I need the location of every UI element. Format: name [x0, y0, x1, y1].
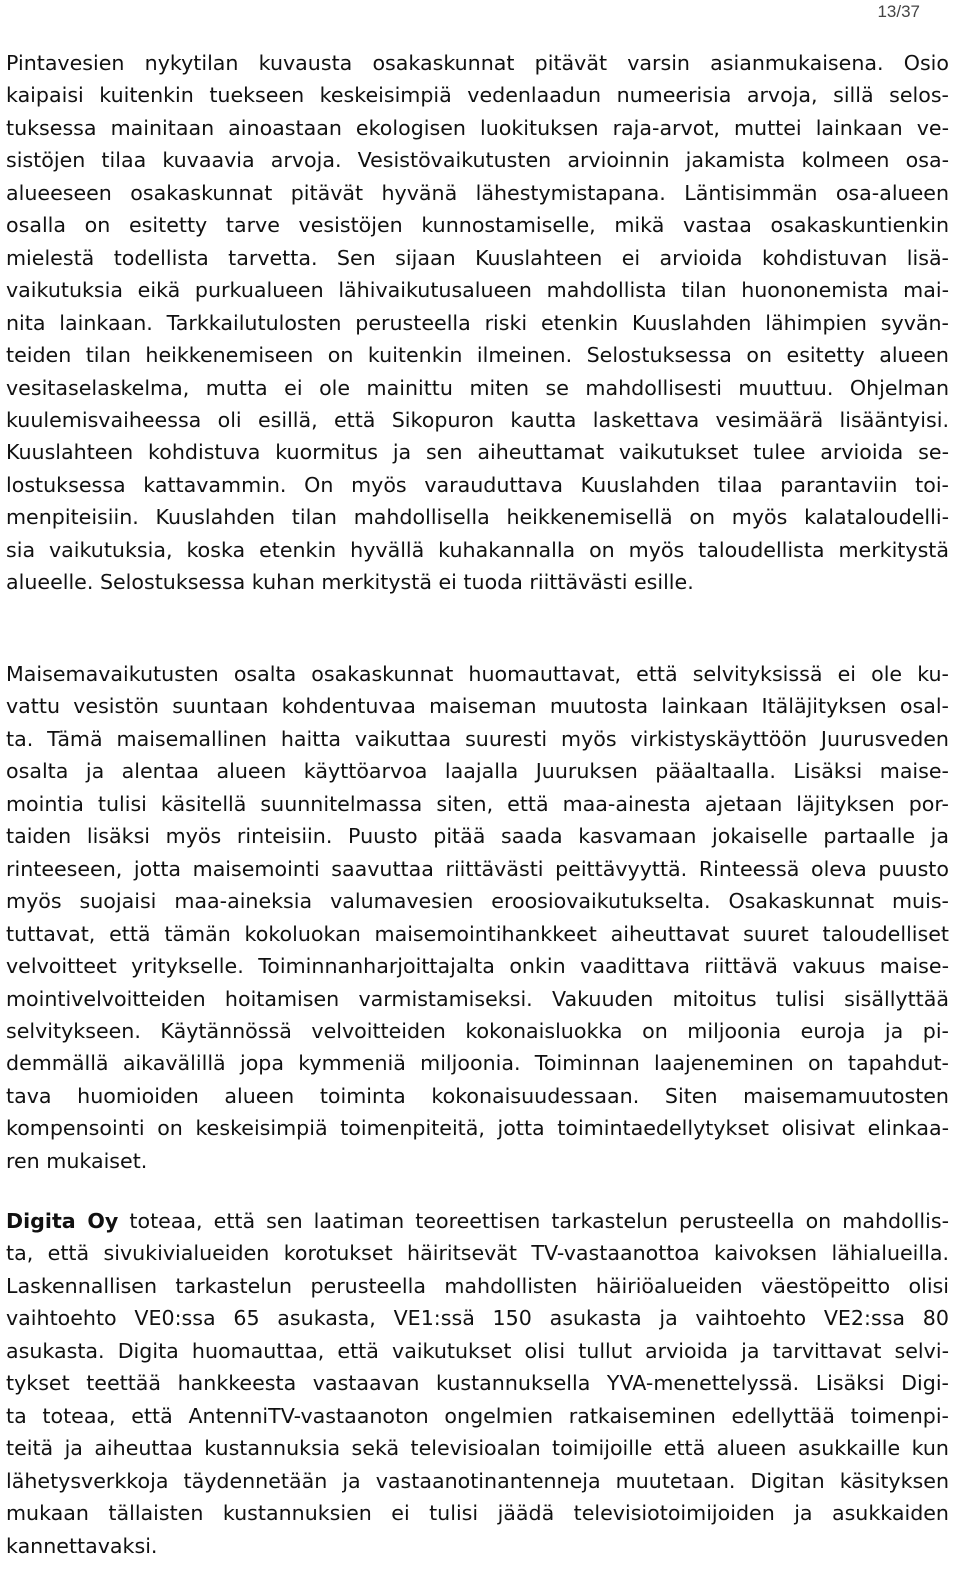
paragraph-digita-statement: [6, 1205, 949, 1562]
text-line: asukasta. Digita huomauttaa, että vaikutukset olisi tullut arvioida ja tarvittavat selvi-: [6, 1338, 949, 1363]
text-line: lähetysverkkoja täydennetään ja vastaanotinantenneja muutetaan. Digitan käsityksen: [6, 1468, 949, 1493]
text-line: Kuuslahteen kohdistuva kuormitus ja sen aiheuttamat vaikutukset tulee arvioida se-: [6, 440, 949, 465]
paragraph-landscape-impacts: [6, 658, 949, 1177]
text-line: ta. Tämä maisemallinen haitta vaikuttaa suuresti myös virkistyskäyttöön Juurusveden: [6, 726, 949, 751]
text-line: menpiteisiin. Kuuslahden tilan mahdollisella heikkenemisellä on myös kalataloudelli-: [6, 505, 949, 530]
text-line: demmällä aikavälillä jopa kymmeniä miljoonia. Toiminnan laajeneminen on tapahdut-: [6, 1051, 949, 1076]
text-line: selvitykseen. Käytännössä velvoitteiden kokonaisluokka on miljoonia euroja ja pi-: [6, 1018, 949, 1043]
text-line: osalla on esitetty tarve vesistöjen kunnostamiselle, mikä vastaa osakaskuntienkin: [6, 213, 949, 238]
text-line: teiden tilan heikkenemiseen on kuitenkin ilmeinen. Selostuksessa on esitetty alueen: [6, 343, 949, 368]
text-line: kompensointi on keskeisimpiä toimenpiteitä, jotta toimintaedellytykset olisivat elinkaa-: [6, 1116, 949, 1141]
text-line: ta toteaa, että AntenniTV-vastaanoton ongelmien ratkaiseminen edellyttää toimenpi-: [6, 1403, 949, 1428]
text-line: tuksessa mainitaan ainoastaan ekologisen luokituksen raja-arvot, muttei lainkaan ve-: [6, 115, 949, 140]
text-line: tuttavat, että tämän kokoluokan maisemointihankkeet aiheuttavat suuret taloudelliset: [6, 921, 949, 946]
text-line: vaikutuksia eikä purkualueen lähivaikutusalueen mahdollista tilan huononemista mai-: [6, 278, 949, 303]
text-line: sistöjen tilaa kuvaavia arvoja. Vesistövaikutusten arvioinnin jakamista kolmeen osa-: [6, 148, 949, 173]
text-line: mointia tulisi käsitellä suunnitelmassa siten, että maa-ainesta ajetaan läjityksen por-: [6, 791, 949, 816]
text-line: mointivelvoitteiden hoitamisen varmistamiseksi. Vakuuden mitoitus tulisi sisällyttää: [6, 986, 949, 1011]
company-name: Digita Oy: [6, 1209, 119, 1233]
text-line: osalta ja alentaa alueen käyttöarvoa laajalla Juuruksen pääaltaalla. Lisäksi maise-: [6, 759, 949, 784]
paragraph-surface-waters: [6, 47, 949, 599]
text-line: rinteeseen, jotta maisemointi saavuttaa riittävästi peittävyyttä. Rinteessä oleva puusto: [6, 856, 949, 881]
text-line: tykset teettää hankkeesta vastaavan kustannuksella YVA-menettelyssä. Lisäksi Digi-: [6, 1371, 949, 1396]
text-line: ta, että sivukivialueiden korotukset häiritsevät TV-vastaanottoa kaivoksen lähialueilla.: [6, 1241, 949, 1266]
text-line: vaihtoehto VE0:ssa 65 asukasta, VE1:ssä 150 asukasta ja vaihtoehto VE2:ssa 80: [6, 1306, 949, 1331]
text-line: vesitaselaskelma, mutta ei ole mainittu miten se mahdollisesti muuttuu. Ohjelman: [6, 375, 949, 400]
text-line: kaipaisi kuitenkin tuekseen keskeisimpiä vedenlaadun numeerisia arvoja, sillä selos-: [6, 83, 949, 108]
text-line: alueelle. Selostuksessa kuhan merkitystä ei tuoda riittävästi esille.: [6, 570, 694, 595]
text-line: tava huomioiden alueen toiminta kokonaisuudessaan. Siten maisemamuutosten: [6, 1083, 949, 1108]
text-line: ren mukaiset.: [6, 1148, 148, 1173]
text-line: myös suojaisi maa-aineksia valumavesien eroosiovaikutukselta. Osakaskunnat muis-: [6, 889, 949, 914]
text-line: mielestä todellista tarvetta. Sen sijaan Kuuslahteen ei arvioida kohdistuvan lisä-: [6, 245, 949, 270]
text-line: kannettavaksi.: [6, 1533, 158, 1558]
text-line: Maisemavaikutusten osalta osakaskunnat huomauttavat, että selvityksissä ei ole ku-: [6, 662, 949, 686]
text-line: mukaan tällaisten kustannuksien ei tulisi jäädä televisiotoimijoiden ja asukkaiden: [6, 1501, 949, 1526]
text-line: lostuksessa kattavammin. On myös varauduttava Kuuslahden tilaa parantaviin toi-: [6, 472, 949, 497]
text-line: Laskennallisen tarkastelun perusteella mahdollisten häiriöalueiden väestöpeitto olisi: [6, 1273, 949, 1298]
text-line: kuulemisvaiheessa oli esillä, että Sikopuron kautta laskettava vesimäärä lisääntyisi.: [6, 407, 949, 432]
text-line: alueeseen osakaskunnat pitävät hyvänä lähestymistapana. Läntisimmän osa-alueen: [6, 180, 949, 205]
text-line: vattu vesistön suuntaan kohdentuvaa maiseman muutosta lainkaan Itäläjityksen osal-: [6, 694, 949, 719]
text-line-rest: toteaa, että sen laatiman teoreettisen tarkastelun perusteella on mahdollis-: [118, 1209, 950, 1233]
text-line: [6, 1205, 949, 1237]
text-line: nita lainkaan. Tarkkailutulosten perusteella riski etenkin Kuuslahden lähimpien syvän-: [6, 310, 949, 335]
text-line: Pintavesien nykytilan kuvausta osakaskunnat pitävät varsin asianmukaisena. Osio: [6, 51, 949, 75]
text-line: velvoitteet yritykselle. Toiminnanharjoittajalta onkin vaadittava riittävä vakuus maise-: [6, 954, 949, 979]
text-line: taiden lisäksi myös rinteisiin. Puusto pitää saada kasvamaan jokaiselle partaalle ja: [6, 824, 949, 849]
text-line: sia vaikutuksia, koska etenkin hyvällä kuhakannalla on myös taloudellista merkitystä: [6, 537, 949, 562]
page-number: 13/37: [877, 2, 920, 21]
text-line: teitä ja aiheuttaa kustannuksia sekä televisioalan toimijoille että alueen asukkaille kun: [6, 1436, 949, 1461]
